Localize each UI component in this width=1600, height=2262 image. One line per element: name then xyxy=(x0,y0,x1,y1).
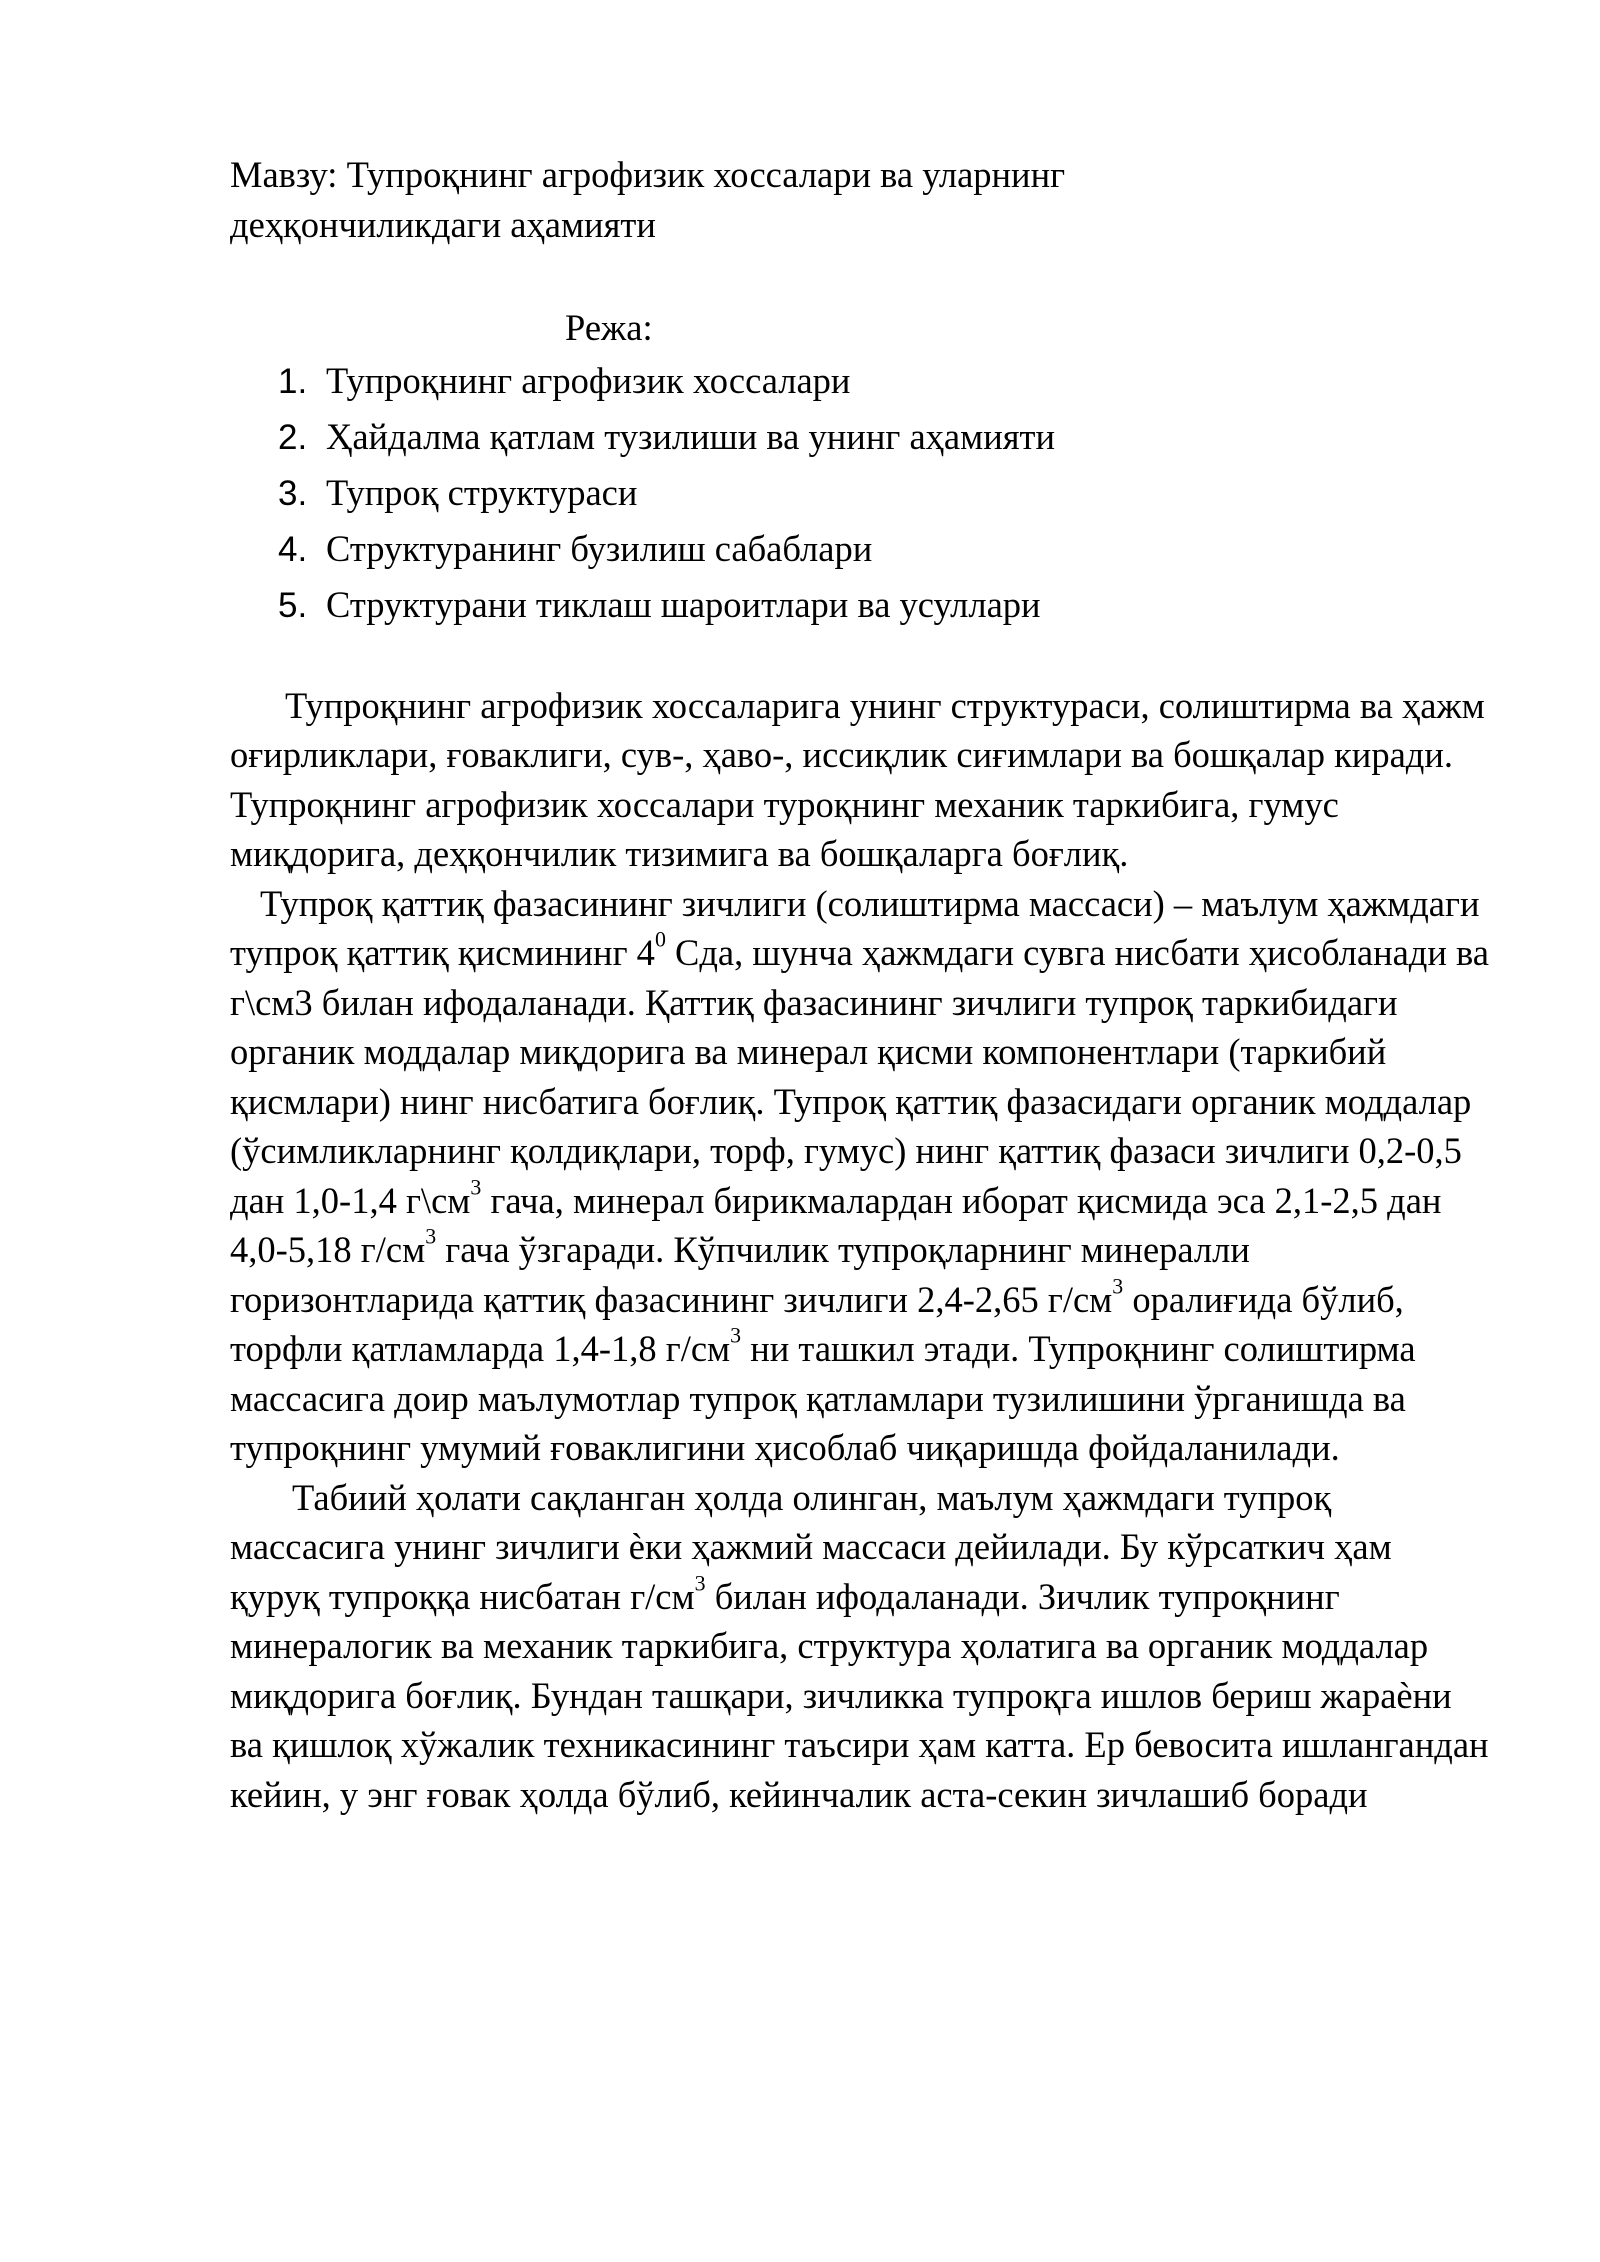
plan-item xyxy=(230,521,1490,577)
plan-item-number: 4. xyxy=(278,529,308,569)
plan-item-number: 1. xyxy=(278,361,308,401)
plan-item xyxy=(230,577,1490,633)
text-run: оралиғида бўлиб, торфли қатламларда 1,4-1,8 г/см xyxy=(230,1278,1404,1369)
document-page xyxy=(230,150,1490,1819)
plan-item-number: 3. xyxy=(278,473,308,513)
plan-item-number: 2. xyxy=(278,417,308,457)
text-run: ни ташкил этади. Тупроқнинг солиштирма массасига доир маълумотлар тупроқ қатламлари тузилишини ўрганишда ва тупроқнинг умумий ғоваклигини ҳисоблаб чиқаришда фойдаланилади. xyxy=(230,1328,1416,1468)
plan-item-text: Ҳайдалма қатлам тузилиши ва унинг аҳамияти xyxy=(326,415,1056,457)
text-run: гача, минерал бирикмалардан иборат қисмида эса 2,1-2,5 дан 4,0-5,18 г/см xyxy=(230,1179,1442,1270)
text-run: Сда, шунча ҳажмдаги сувга нисбати ҳисобланади ва г\см3 билан ифодаланади. Қаттиқ фазасининг зичлиги тупроқ таркибидаги органик моддалар миқдорига ва минерал қисми компонентлари (таркибий қисмлари) нинг нисбатига боғлиқ. Тупроқ қаттиқ фазасидаги органик моддалар (ўсимликларнинг қолдиқлари, торф, гумус) нинг қаттиқ фазаси зичлиги 0,2-0,5 дан 1,0-1,4 г\см xyxy=(230,932,1489,1221)
title-line-2: деҳқончиликдаги аҳамияти xyxy=(230,203,656,245)
text-run: гача ўзгаради. Кўпчилик тупроқларнинг минералли горизонтларида қаттиқ фазасининг зичлиги 2,4-2,65 г/см xyxy=(230,1229,1250,1320)
paragraph-bulk-density xyxy=(230,1473,1490,1820)
title-line-1: Мавзу: Тупроқнинг агрофизик хоссалари ва уларнинг xyxy=(230,154,1066,195)
plan-item xyxy=(230,409,1490,465)
paragraph-solid-phase-density xyxy=(230,879,1490,1473)
plan-item-text: Структуранинг бузилиш сабаблари xyxy=(326,527,873,569)
plan-item-text: Тупроқнинг агрофизик хоссалари xyxy=(326,359,851,401)
text-run: Табиий ҳолати сақланган ҳолда олинган, маълум ҳажмдаги тупроқ массасига унинг зичлиги ѐки ҳажмий массаси дейилади. Бу кўрсаткич ҳам қуруқ тупроққа нисбатан г/см xyxy=(230,1476,1392,1617)
plan-item-text: Тупроқ структураси xyxy=(326,471,638,513)
superscript: 3 xyxy=(470,1173,482,1199)
text-run: билан ифодаланади. Зичлик тупроқнинг минералогик ва механик таркибига, структура ҳолатига ва органик моддалар миқдорига боғлиқ. Бундан ташқари, зичликка тупроқга ишлов бериш жараѐни ва қишлоқ хўжалик техникасининг таъсири ҳам катта. Ер бевосита ишлангандан кейин, у энг ғовак ҳолда бўлиб, кейинчалик аста-секин зичлашиб боради xyxy=(230,1575,1489,1815)
superscript: 3 xyxy=(1112,1272,1124,1298)
superscript: 3 xyxy=(425,1223,437,1249)
text-run: Тупроқ қаттиқ фазасининг зичлиги (солиштирма массаси) – маълум ҳажмдаги тупроқ қаттиқ қисмининг 4 xyxy=(230,882,1480,973)
plan-list xyxy=(230,353,1490,633)
plan-item-text: Структурани тиклаш шароитлари ва усуллари xyxy=(326,583,1041,625)
superscript: 0 xyxy=(654,926,666,952)
plan-item-number: 5. xyxy=(278,585,308,625)
superscript: 3 xyxy=(694,1569,706,1595)
document-title xyxy=(230,150,1490,249)
superscript: 3 xyxy=(730,1322,742,1348)
paragraph-agrophysical-properties: Тупроқнинг агрофизик хоссаларига унинг структураси, солиштирма ва ҳажм оғирликлари, ғоваклиги, сув-, ҳаво-, иссиқлик сиғимлари ва бошқалар киради. Тупроқнинг агрофизик хоссалари туроқнинг механик таркибига, гумус миқдорига, деҳқончилик тизимига ва бошқаларга боғлиқ. xyxy=(230,684,1485,874)
plan-item xyxy=(230,353,1490,409)
plan-heading: Режа: xyxy=(565,307,653,348)
plan-item xyxy=(230,465,1490,521)
